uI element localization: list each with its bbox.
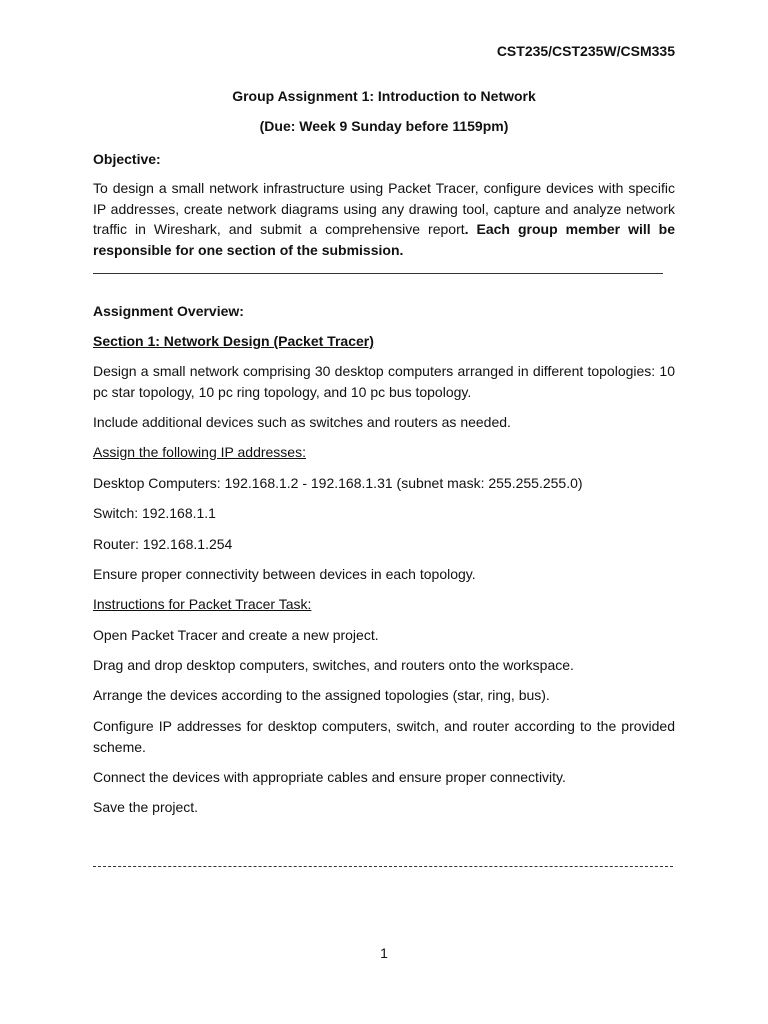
instructions-heading: Instructions for Packet Tracer Task: — [93, 596, 312, 612]
assign-ip-heading: Assign the following IP addresses: — [93, 444, 306, 460]
due-date: (Due: Week 9 Sunday before 1159pm) — [259, 118, 509, 134]
objective-paragraph — [93, 178, 675, 260]
instruction-step: Save the project. — [93, 799, 199, 815]
instruction-step: Open Packet Tracer and create a new project. — [93, 627, 379, 643]
page-number: 1 — [380, 945, 388, 961]
router-ip: Router: 192.168.1.254 — [93, 536, 233, 552]
overview-heading: Assignment Overview: — [93, 303, 244, 319]
desktop-ip-range: Desktop Computers: 192.168.1.2 - 192.168.1.31 (subnet mask: 255.255.255.0) — [93, 475, 583, 491]
section-divider-dashed — [93, 866, 673, 867]
section1-heading: Section 1: Network Design (Packet Tracer) — [93, 333, 374, 349]
section-divider-underscore — [93, 273, 663, 274]
instruction-step: Connect the devices with appropriate cables and ensure proper connectivity. — [93, 769, 566, 785]
instruction-step: Arrange the devices according to the assigned topologies (star, ring, bus). — [93, 687, 550, 703]
objective-heading: Objective: — [93, 151, 161, 167]
instruction-step: Configure IP addresses for desktop computers, switch, and router according to the provided scheme. — [93, 718, 675, 755]
objective-emphasis: . Each group member will be responsible for one section of the submission. — [93, 221, 675, 258]
switch-ip: Switch: 192.168.1.1 — [93, 505, 216, 521]
include-devices-text: Include additional devices such as switches and routers as needed. — [93, 414, 511, 430]
instruction-step: Drag and drop desktop computers, switches, and routers onto the workspace. — [93, 657, 574, 673]
design-paragraph: Design a small network comprising 30 desktop computers arranged in different topologies: 10 pc star topology, 10 pc ring topology, and 10 pc bus topology. — [93, 363, 675, 400]
course-codes-header: CST235/CST235W/CSM335 — [496, 43, 675, 59]
objective-text: To design a small network infrastructure using Packet Tracer, configure devices with specific IP addresses, create network diagrams using any drawing tool, capture and analyze network traffic in Wireshark, and submit a comprehensive report — [93, 180, 675, 237]
document-title: Group Assignment 1: Introduction to Network — [232, 88, 536, 104]
connectivity-text: Ensure proper connectivity between devices in each topology. — [93, 566, 476, 582]
